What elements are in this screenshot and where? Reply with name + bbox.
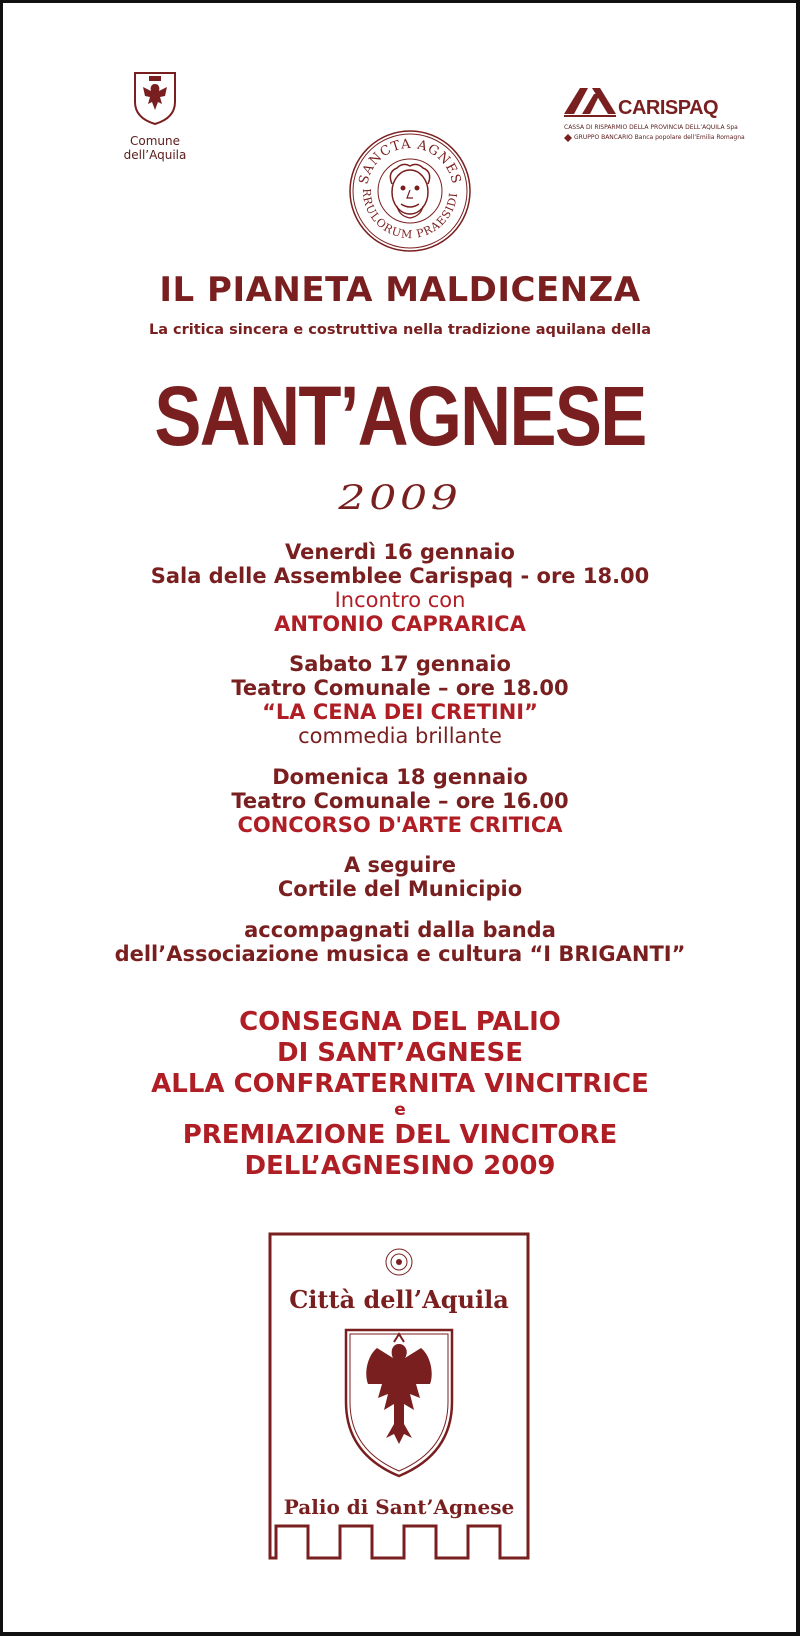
palio-banner-graphic [268, 1232, 530, 1562]
follow-section [0, 853, 800, 901]
event-guest: ANTONIO CAPRARICA [274, 612, 526, 636]
carispaq-subline-2: GRUPPO BANCARIO Banca popolare dell’Emilia Romagna [574, 134, 745, 141]
event-friday [0, 540, 800, 636]
ceremony-section [0, 1007, 800, 1182]
ceremony-line-2: DI SANT’AGNESE [277, 1038, 523, 1068]
event-saturday [0, 652, 800, 748]
svg-text:Città dell’Aquila: Città dell’Aquila [289, 1285, 509, 1314]
svg-text:GARRULORUM PRAESIDIUM: RRULORUM PRAESIDI [359, 188, 461, 242]
carispaq-name: CARISPAQ [618, 97, 719, 119]
follow-line-1: A seguire [343, 853, 457, 877]
seal-emblem-icon [347, 128, 473, 254]
poster-title: IL PIANETA MALDICENZA [159, 270, 641, 310]
event-place: Teatro Comunale – ore 16.00 [231, 789, 569, 813]
event-place: Teatro Comunale – ore 18.00 [231, 676, 569, 700]
ceremony-line-5: DELL’AGNESINO 2009 [244, 1151, 556, 1181]
event-place: Sala delle Assemblee Carispaq - ore 18.00 [150, 564, 650, 588]
comune-logo [100, 70, 210, 162]
svg-text:Palio di Sant’Agnese: Palio di Sant’Agnese [283, 1495, 515, 1519]
svg-text:SANCTA AGNES: SANCTA AGNES [356, 136, 464, 186]
ceremony-line-1: CONSEGNA DEL PALIO [239, 1007, 561, 1037]
event-sunday [0, 765, 800, 837]
comune-label: Comune dell’Aquila [123, 134, 187, 162]
festival-name: SANT’AGNESE [154, 369, 646, 463]
event-show-title: “LA CENA DEI CRETINI” [262, 700, 538, 724]
ceremony-connector: e [394, 1100, 406, 1120]
comune-crest-icon [132, 70, 178, 126]
ceremony-line-3: ALLA CONFRATERNITA VINCITRICE [151, 1069, 649, 1099]
event-note: Incontro con [334, 588, 466, 612]
event-date: Venerdì 16 gennaio [285, 540, 515, 564]
event-date: Domenica 18 gennaio [272, 765, 528, 789]
follow-line-2: Cortile del Municipio [277, 877, 523, 901]
event-note: commedia brillante [298, 724, 502, 748]
band-section [0, 918, 800, 966]
festival-year: 2009 [338, 478, 462, 518]
palio-banner [268, 1232, 530, 1566]
poster-subtitle: La critica sincera e costruttiva nella tradizione aquilana della [148, 322, 652, 338]
sant-agnese-seal [347, 128, 473, 258]
band-line-1: accompagnati dalla banda [244, 918, 556, 942]
carispaq-mark-icon [562, 84, 618, 118]
event-date: Sabato 17 gennaio [289, 652, 511, 676]
ceremony-line-4: PREMIAZIONE DEL VINCITORE [182, 1120, 618, 1150]
band-line-2: dell’Associazione musica e cultura “I BRIGANTI” [114, 942, 686, 966]
event-contest: CONCORSO D'ARTE CRITICA [237, 813, 563, 837]
bper-diamond-icon [564, 134, 572, 142]
carispaq-subline-1: CASSA DI RISPARMIO DELLA PROVINCIA DELL’AQUILA Spa [564, 124, 738, 131]
